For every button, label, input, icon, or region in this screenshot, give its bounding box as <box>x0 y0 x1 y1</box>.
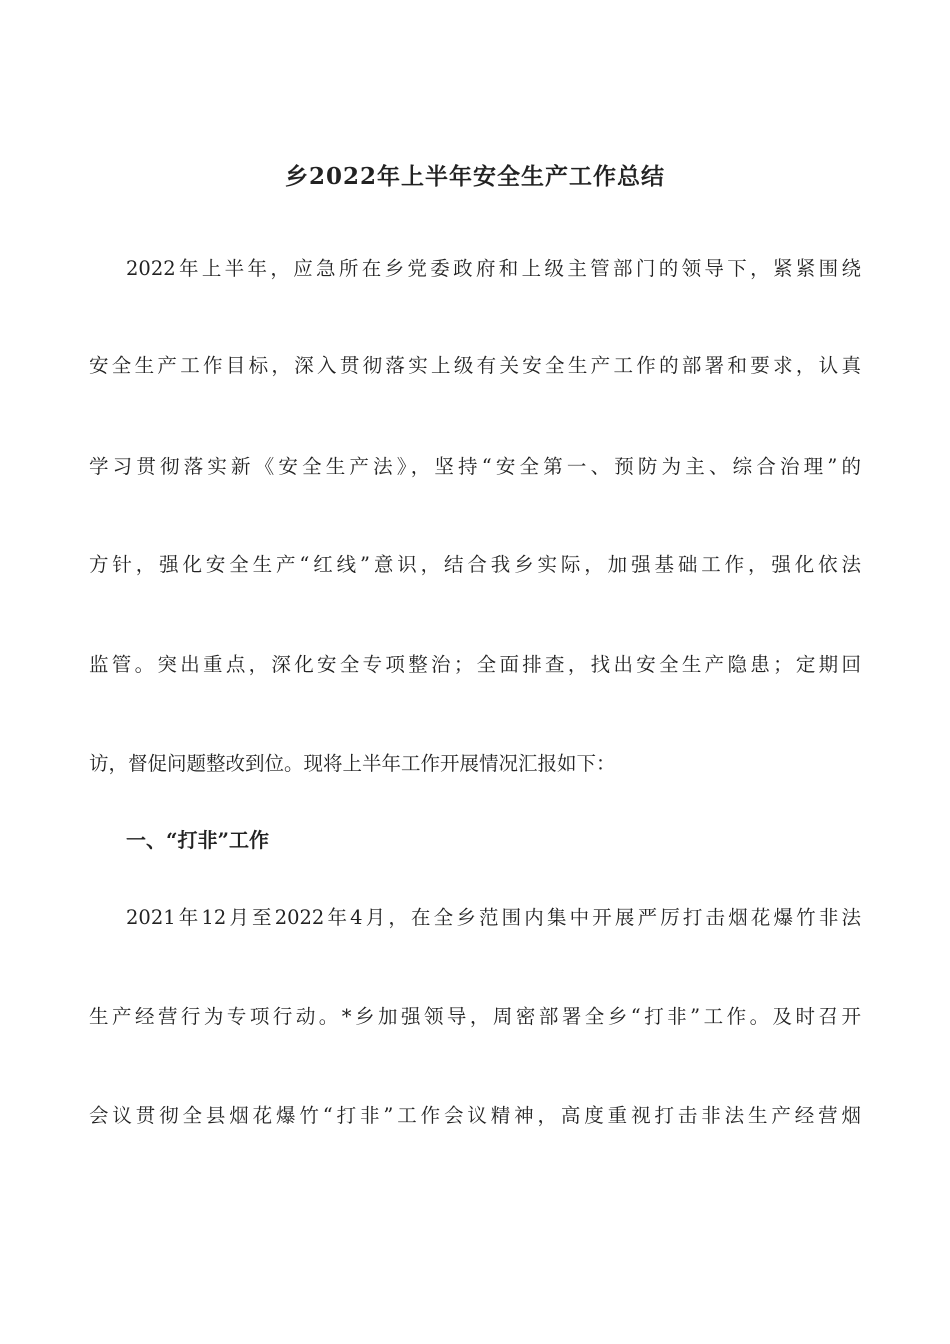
paragraph-line: 2022年上半年，应急所在乡党委政府和上级主管部门的领导下，紧紧围绕 <box>126 257 861 280</box>
paragraph-line: 2021年12月至2022年4月，在全乡范围内集中开展严厉打击烟花爆竹非法 <box>126 906 861 929</box>
paragraph-line: 会议贯彻全县烟花爆竹“打非”工作会议精神，高度重视打击非法生产经营烟 <box>89 1104 861 1127</box>
paragraph-line: 方针，强化安全生产“红线”意识，结合我乡实际，加强基础工作，强化依法 <box>89 553 861 576</box>
paragraph-line: 访，督促问题整改到位。现将上半年工作开展情况汇报如下： <box>89 752 616 775</box>
paragraph-line: 安全生产工作目标，深入贯彻落实上级有关安全生产工作的部署和要求，认真 <box>89 354 861 377</box>
document-title: 乡2022年上半年安全生产工作总结 <box>284 163 665 190</box>
paragraph-line: 监管。突出重点，深化安全专项整治；全面排查，找出安全生产隐患；定期回 <box>89 653 861 676</box>
paragraph-line: 生产经营行为专项行动。*乡加强领导，周密部署全乡“打非”工作。及时召开 <box>89 1005 861 1028</box>
section-heading: 一、“打非”工作 <box>126 828 270 852</box>
paragraph-line: 学习贯彻落实新《安全生产法》，坚持“安全第一、预防为主、综合治理”的 <box>89 455 861 478</box>
